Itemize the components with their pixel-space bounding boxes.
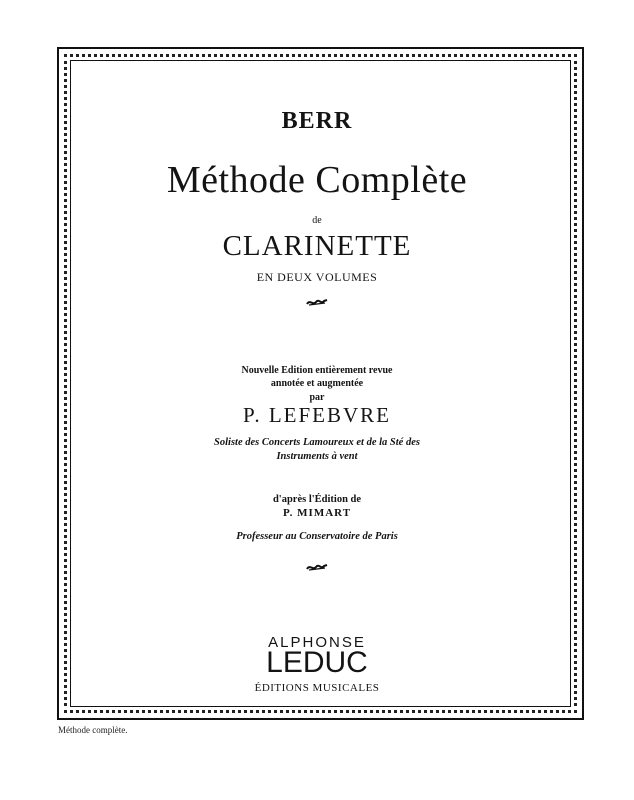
flourish-ornament-icon	[306, 562, 328, 572]
publisher-name: LEDUC	[266, 646, 368, 679]
edition-note-line2: annotée et augmentée	[270, 378, 364, 389]
volumes-note: EN DEUX VOLUMES	[256, 270, 378, 284]
editor-role-line2: Instruments à vent	[276, 451, 358, 462]
edition-note-line1: Nouvelle Edition entièrement revue	[241, 365, 393, 376]
composer-name: BERR	[281, 108, 353, 134]
by-label: par	[309, 392, 325, 403]
publisher-first-name: ALPHONSE	[268, 634, 366, 651]
after-edition-label: d'après l'Édition de	[272, 494, 362, 505]
flourish-ornament-icon	[306, 297, 328, 307]
footer-caption: Méthode complète.	[58, 725, 128, 735]
title-connector: de	[312, 215, 322, 226]
instrument-name: CLARINETTE	[222, 230, 412, 262]
work-title: Méthode Complète	[166, 159, 468, 201]
editor-role-line1: Soliste des Concerts Lamoureux et de la Sté des	[214, 437, 420, 448]
original-editor-role: Professeur au Conservatoire de Paris	[236, 531, 398, 542]
original-editor-name: P. MIMART	[282, 507, 352, 519]
editor-name: P. LEFEBVRE	[242, 403, 392, 427]
publisher-subtitle: ÉDITIONS MUSICALES	[254, 682, 380, 694]
